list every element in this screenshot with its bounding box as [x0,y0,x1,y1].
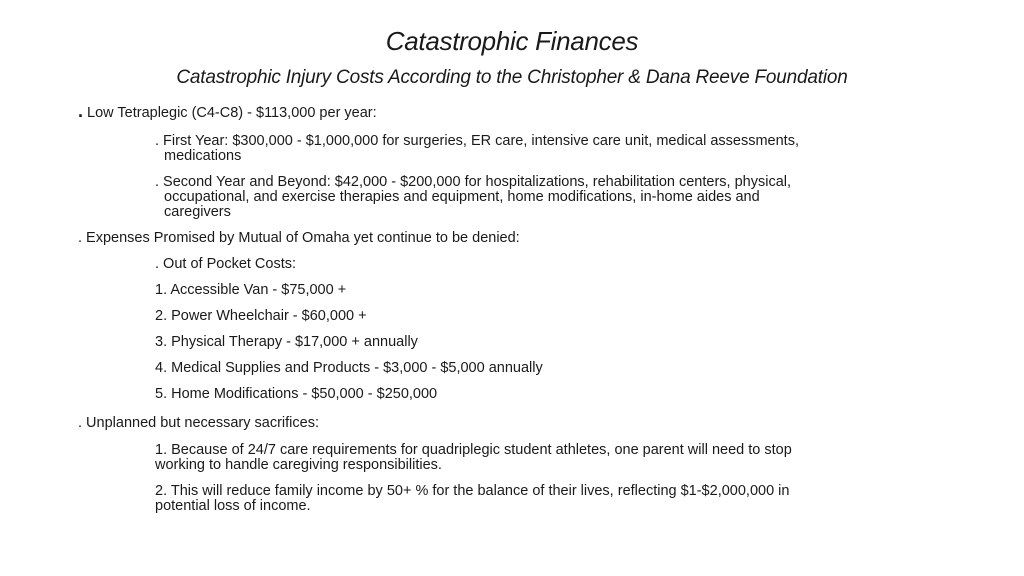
section-3-item-2-line-2: potential loss of income. [155,498,311,514]
section-3-item-1-line-1: 1. Because of 24/7 care requirements for quadriplegic student athletes, one parent will need to stop [155,442,792,458]
list-item: 5. Home Modifications - $50,000 - $250,000 [155,386,438,402]
section-1-item-2-line-3: caregivers [164,204,231,220]
slide-title: Catastrophic Finances [385,26,639,56]
slide-subtitle: Catastrophic Injury Costs According to the Christopher & Dana Reeve Foundation [176,67,848,88]
section-3-item-2-line-1: 2. This will reduce family income by 50+ % for the balance of their lives, reflecting $1-$2,000,000 in [155,483,790,499]
section-3-item-1-line-2: working to handle caregiving responsibilities. [155,457,442,473]
section-1-heading-text: Low Tetraplegic (C4-C8) - $113,000 per year: [87,105,377,121]
section-1-item-1-line-2: medications [164,148,242,164]
list-item: 3. Physical Therapy - $17,000 + annually [155,334,418,350]
bullet-dot: . [78,101,84,121]
section-2-heading: . Expenses Promised by Mutual of Omaha yet continue to be denied: [78,230,520,246]
list-item: 4. Medical Supplies and Products - $3,000 - $5,000 annually [155,360,543,376]
section-1-item-2-line-1: . Second Year and Beyond: $42,000 - $200,000 for hospitalizations, rehabilitation centers, physical, [155,174,792,190]
section-3-heading: . Unplanned but necessary sacrifices: [78,415,319,431]
section-2-subheading: . Out of Pocket Costs: [155,256,297,272]
list-item: 2. Power Wheelchair - $60,000 + [155,308,367,324]
section-1-item-1-line-1: . First Year: $300,000 - $1,000,000 for surgeries, ER care, intensive care unit, medical assessments, [155,133,799,149]
list-item: 1. Accessible Van - $75,000 + [155,282,347,298]
section-1-item-2-line-2: occupational, and exercise therapies and equipment, home modifications, in-home aides and [164,189,760,205]
section-1-heading [78,101,377,122]
